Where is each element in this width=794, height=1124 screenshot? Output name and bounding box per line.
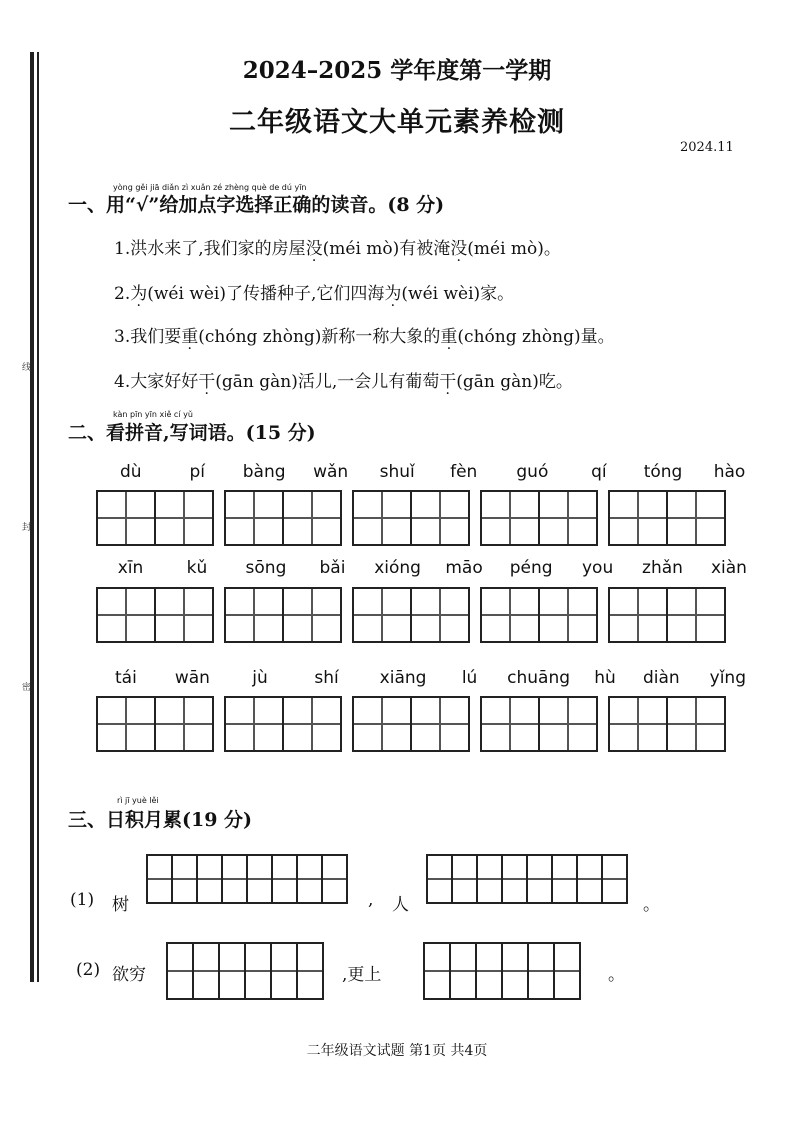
pinyin-syllable: hù — [594, 668, 616, 688]
s3-q1-text-b: 人 — [392, 895, 409, 915]
pinyin-syllable: xiàn — [710, 558, 747, 578]
s3-q2-answer-grid-b[interactable] — [423, 942, 579, 1000]
binding-line-inner — [37, 52, 39, 982]
writing-cell[interactable] — [538, 696, 598, 752]
writing-cell[interactable] — [480, 490, 540, 546]
exam-term: 2024–2025 学年度第一学期 — [242, 57, 552, 84]
writing-grid-pair[interactable] — [480, 696, 596, 752]
pinyin-syllable: jù — [252, 668, 268, 688]
pinyin-syllable: māo — [445, 558, 483, 578]
pinyin-syllable: wǎn — [313, 462, 349, 482]
page-footer: 二年级语文试题 第1页 共4页 — [306, 1043, 488, 1059]
writing-cell[interactable] — [666, 490, 726, 546]
writing-cell[interactable] — [224, 490, 284, 546]
writing-cell[interactable] — [608, 696, 668, 752]
writing-cell[interactable] — [224, 696, 284, 752]
writing-cell[interactable] — [608, 587, 668, 643]
pinyin-syllable: péng — [509, 558, 553, 578]
s3-q1-text-end: 。 — [643, 895, 660, 915]
pinyin-syllable: chuāng — [507, 668, 571, 688]
section1-title: 一、用“√”给加点字选择正确的读音。(8 分) — [68, 194, 445, 216]
section2-title: 二、看拼音,写词语。(15 分) — [68, 422, 316, 444]
writing-cell[interactable] — [538, 587, 598, 643]
pinyin-syllable: zhǎn — [642, 558, 683, 578]
section1-ruby: yòng gěi jiā diǎn zì xuǎn zé zhèng què de dú yīn — [113, 183, 307, 192]
writing-cell[interactable] — [410, 587, 470, 643]
writing-grid-row — [96, 587, 736, 643]
pinyin-word — [96, 462, 229, 482]
pinyin-word — [628, 668, 761, 688]
writing-cell[interactable] — [282, 490, 342, 546]
s3-q1-answer-grid-b[interactable] — [426, 854, 626, 904]
writing-grid-pair[interactable] — [224, 490, 340, 546]
writing-grid-row — [96, 490, 736, 546]
pinyin-syllable: shí — [314, 668, 339, 688]
writing-grid-pair[interactable] — [96, 490, 212, 546]
writing-cell[interactable] — [666, 587, 726, 643]
section3-ruby: rì jī yuè lěi — [117, 796, 159, 805]
pinyin-syllable: pí — [189, 462, 206, 482]
s3-q2-text-mid: ,更上 — [342, 965, 382, 985]
pinyin-word — [495, 668, 628, 688]
writing-cell[interactable] — [96, 490, 156, 546]
pinyin-word — [96, 558, 229, 578]
writing-grid-pair[interactable] — [480, 490, 596, 546]
writing-cell[interactable] — [480, 587, 540, 643]
question-1-4: 4.大家好好干(gān gàn)活儿,一会儿有葡萄干(gān gàn)吃。 — [114, 372, 573, 392]
writing-cell[interactable] — [154, 490, 214, 546]
s3-q2-number: (2) — [76, 960, 101, 980]
pinyin-syllable: xiāng — [379, 668, 427, 688]
s3-q2-text-end: 。 — [608, 965, 625, 985]
pinyin-syllable: diàn — [642, 668, 680, 688]
pinyin-syllable: qí — [591, 462, 607, 482]
pinyin-syllable: tóng — [643, 462, 683, 482]
writing-cell[interactable] — [352, 696, 412, 752]
margin-mark-xian: 线 — [22, 363, 32, 373]
writing-cell[interactable] — [410, 490, 470, 546]
pinyin-syllable: bǎi — [319, 558, 346, 578]
writing-grid-pair[interactable] — [608, 696, 724, 752]
writing-cell[interactable] — [282, 696, 342, 752]
pinyin-row — [96, 558, 761, 578]
writing-cell[interactable] — [154, 696, 214, 752]
writing-cell[interactable] — [352, 490, 412, 546]
dotted-char: 干 — [198, 372, 216, 392]
pinyin-row — [96, 462, 761, 482]
writing-cell[interactable] — [480, 696, 540, 752]
pinyin-row — [96, 668, 761, 688]
s3-q2-text-a: 欲穷 — [112, 965, 146, 985]
pinyin-word — [495, 558, 628, 578]
writing-cell[interactable] — [608, 490, 668, 546]
section2-ruby: kàn pīn yīn xiě cí yǔ — [113, 410, 193, 419]
s3-q1-number: (1) — [70, 890, 95, 910]
pinyin-word — [96, 668, 229, 688]
pinyin-syllable: shuǐ — [379, 462, 415, 482]
dotted-char: 重 — [440, 327, 458, 347]
pinyin-syllable: xīn — [117, 558, 144, 578]
writing-grid-pair[interactable] — [480, 587, 596, 643]
s3-q1-answer-grid-a[interactable] — [146, 854, 346, 904]
dotted-char: 重 — [181, 327, 199, 347]
pinyin-syllable: wān — [174, 668, 210, 688]
pinyin-word — [628, 462, 761, 482]
pinyin-word — [229, 668, 362, 688]
writing-cell[interactable] — [96, 696, 156, 752]
dotted-char: 为 — [384, 284, 402, 304]
section3-title: 三、日积月累(19 分) — [68, 809, 253, 831]
writing-cell[interactable] — [224, 587, 284, 643]
pinyin-syllable: kǔ — [186, 558, 208, 578]
writing-grid-pair[interactable] — [352, 696, 468, 752]
writing-grid-pair[interactable] — [96, 696, 212, 752]
dotted-char: 干 — [439, 372, 457, 392]
exam-title: 二年级语文大单元素养检测 — [229, 107, 565, 138]
pinyin-syllable: tái — [115, 668, 137, 688]
pinyin-word — [229, 558, 362, 578]
question-1-3: 3.我们要重(chóng zhòng)新称一称大象的重(chóng zhòng)量。 — [114, 327, 615, 347]
s3-q1-text-a: 树 — [112, 895, 129, 915]
writing-cell[interactable] — [352, 587, 412, 643]
pinyin-syllable: dù — [119, 462, 142, 482]
pinyin-syllable: you — [582, 558, 614, 578]
question-1-1: 1.洪水来了,我们家的房屋没(méi mò)有被淹没(méi mò)。 — [114, 239, 561, 259]
writing-grid-pair[interactable] — [352, 587, 468, 643]
dotted-char: 没 — [450, 239, 468, 259]
writing-cell[interactable] — [410, 696, 470, 752]
writing-grid-pair[interactable] — [608, 490, 724, 546]
writing-grid-pair[interactable] — [608, 587, 724, 643]
margin-mark-mi: 密 — [22, 683, 32, 693]
exam-date: 2024.11 — [680, 140, 734, 155]
writing-cell[interactable] — [154, 587, 214, 643]
pinyin-syllable: yǐng — [709, 668, 746, 688]
writing-cell[interactable] — [282, 587, 342, 643]
pinyin-syllable: guó — [516, 462, 549, 482]
pinyin-word — [362, 462, 495, 482]
s3-q1-text-mid: , — [368, 890, 374, 910]
writing-cell[interactable] — [538, 490, 598, 546]
pinyin-word — [495, 462, 628, 482]
dotted-char: 没 — [305, 239, 323, 259]
writing-grid-pair[interactable] — [224, 696, 340, 752]
writing-grid-row — [96, 696, 736, 752]
pinyin-word — [229, 462, 362, 482]
pinyin-word — [628, 558, 761, 578]
pinyin-syllable: hào — [713, 462, 746, 482]
s3-q2-answer-grid-a[interactable] — [166, 942, 322, 1000]
pinyin-word — [362, 668, 495, 688]
writing-grid-pair[interactable] — [96, 587, 212, 643]
pinyin-syllable: bàng — [242, 462, 286, 482]
question-1-2: 2.为(wéi wèi)了传播种子,它们四海为(wéi wèi)家。 — [114, 284, 515, 304]
pinyin-syllable: sōng — [245, 558, 287, 578]
binding-line — [30, 52, 34, 982]
pinyin-word — [362, 558, 495, 578]
writing-grid-pair[interactable] — [352, 490, 468, 546]
dotted-char: 为 — [130, 284, 148, 304]
pinyin-syllable: lú — [461, 668, 478, 688]
pinyin-syllable: fèn — [450, 462, 478, 482]
pinyin-syllable: xióng — [374, 558, 421, 578]
writing-grid-pair[interactable] — [224, 587, 340, 643]
writing-cell[interactable] — [96, 587, 156, 643]
margin-mark-feng: 封 — [22, 523, 32, 533]
writing-cell[interactable] — [666, 696, 726, 752]
